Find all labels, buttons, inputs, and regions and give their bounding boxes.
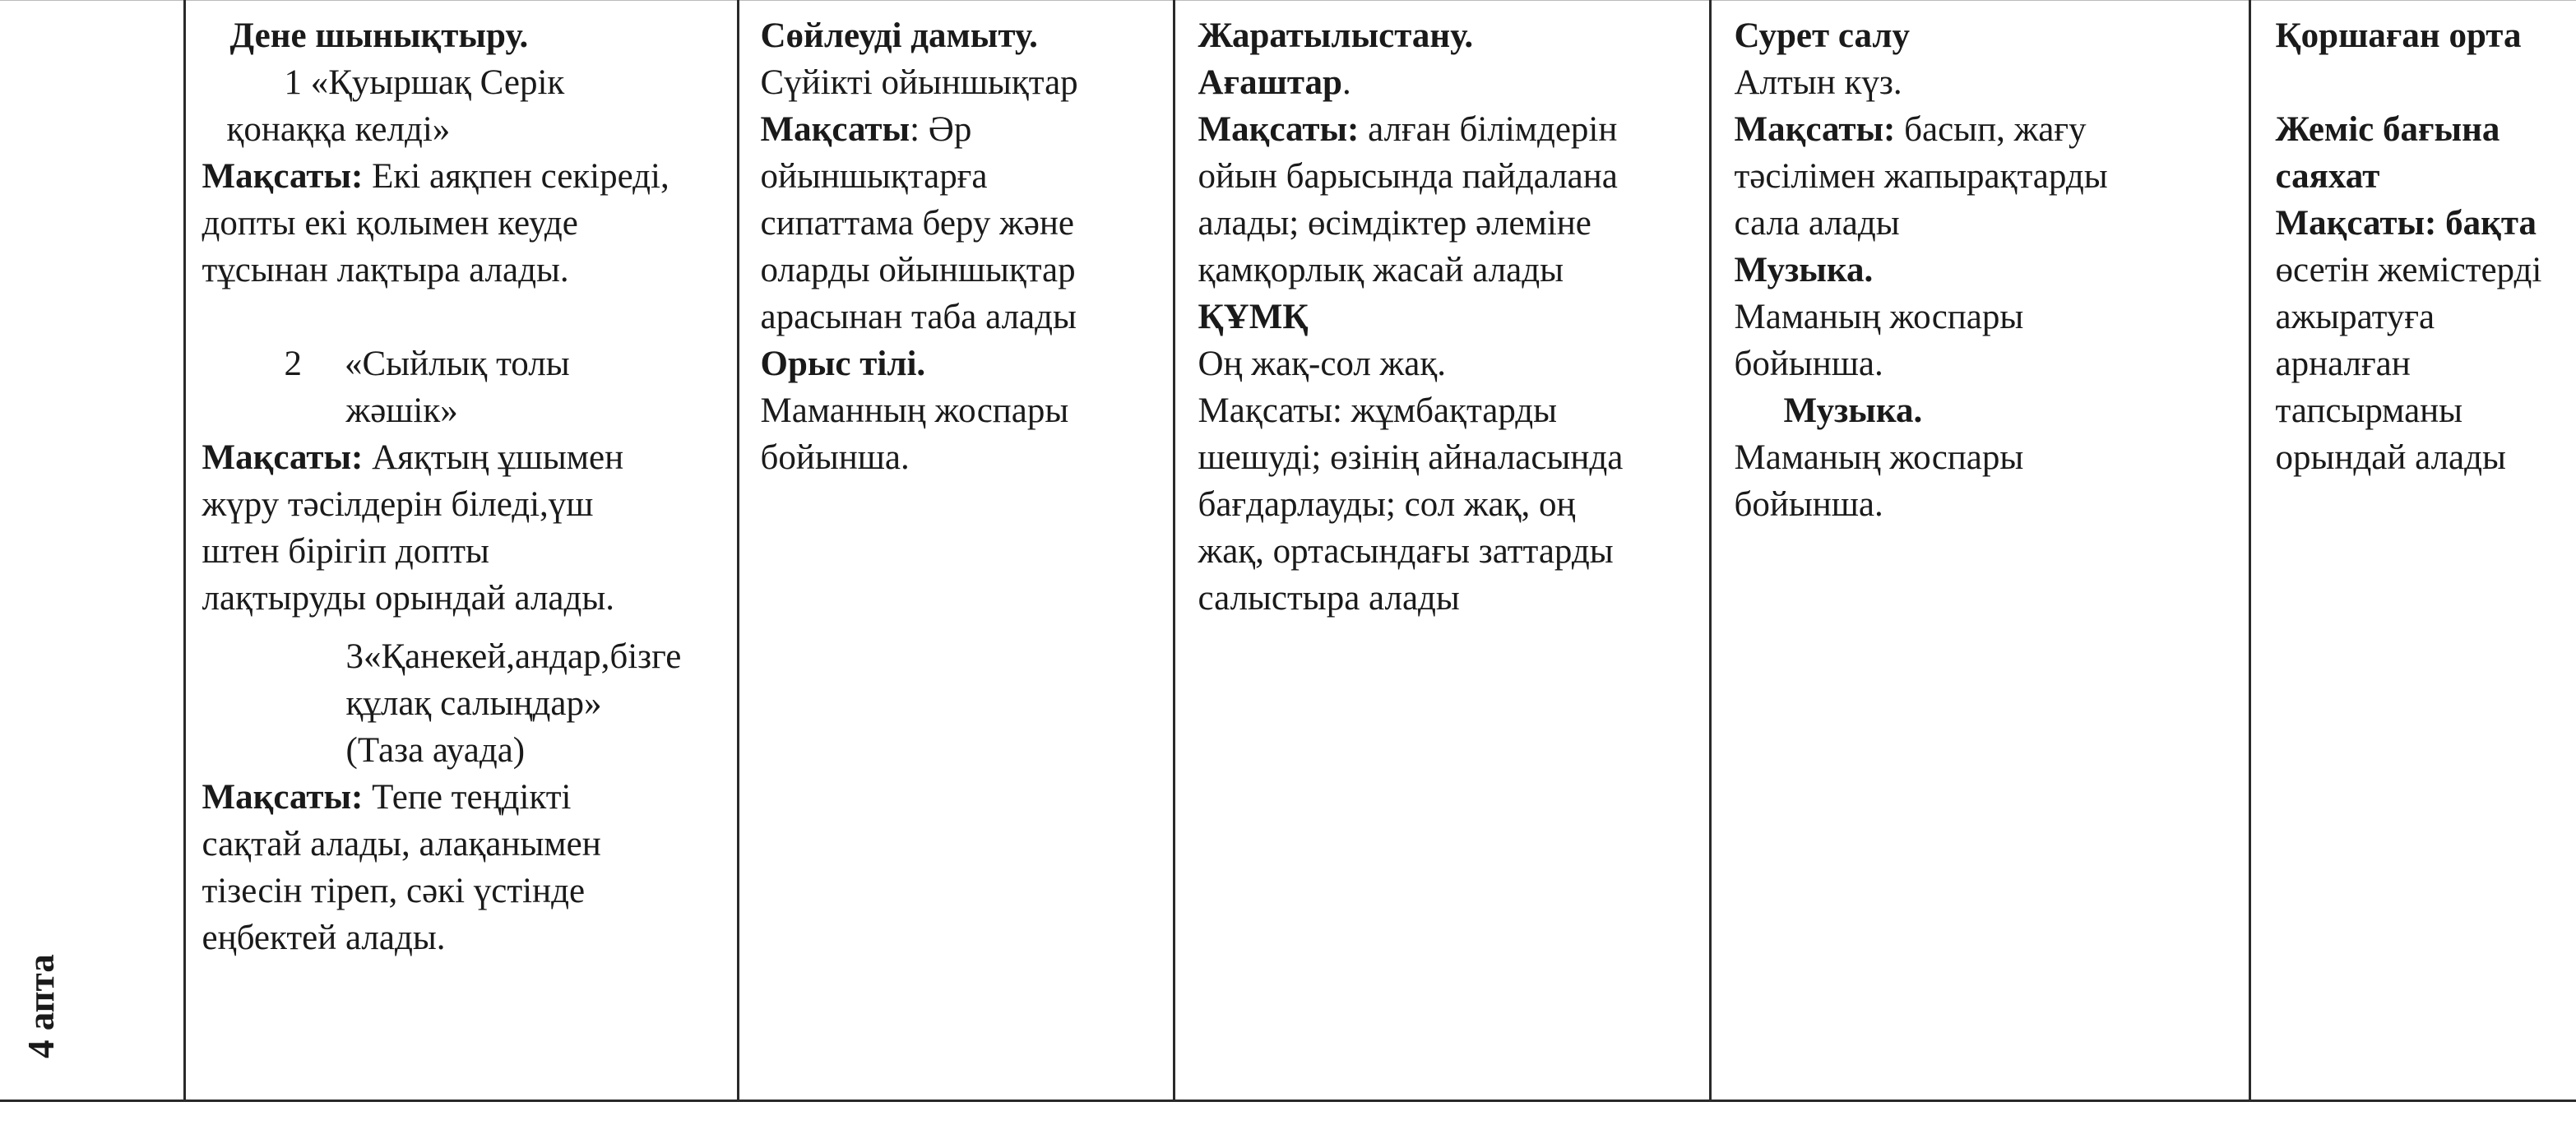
col1-item3-a: 3«Қанекей,андар,бізге — [345, 637, 682, 676]
col1-goal3-line4: еңбектей алады. — [202, 919, 446, 957]
col1-goal2-label: Мақсаты: — [202, 438, 364, 477]
col4-music1-line2: бойынша. — [1734, 345, 1883, 383]
col1-item3-c: (Таза ауада) — [345, 731, 526, 770]
col2-goal-line5: арасынан таба алады — [760, 298, 1077, 336]
col5-topic-line2: саяхат — [2275, 157, 2380, 196]
week-row — [0, 1, 2576, 1101]
col2-title: Сөйлеуді дамыту. — [760, 16, 1038, 55]
cell-speech-development — [738, 1, 1174, 1101]
col1-goal1-line1 — [202, 153, 729, 200]
col4-music1-title: Музыка. — [1734, 251, 1874, 289]
col1-goal3-line3: тізесін тіреп, сәкі үстінде — [202, 872, 586, 910]
col5-goal-line4: арналған — [2275, 345, 2411, 383]
col2-goal-line4: оларды ойыншықтар — [760, 251, 1076, 289]
col4-title: Сурет салу — [1734, 16, 1910, 55]
col1-goal1-line3: тұсынан лақтыра алады. — [202, 251, 569, 289]
col4-music2-line1: Маманың жоспары — [1734, 438, 2024, 477]
cell-drawing — [1710, 1, 2249, 1101]
col3-subject2-topic: Оң жақ-сол жақ. — [1198, 345, 1446, 383]
col3-topic-line — [1198, 59, 1701, 106]
col1-goal2-line3: штен бірігіп допты — [202, 532, 489, 571]
col1-item3-b: құлақ салыңдар» — [345, 684, 602, 723]
col5-goal-line6: орындай алады — [2275, 438, 2506, 477]
col5-goal-first: бақта — [2445, 204, 2537, 243]
col5-goal-line1 — [2276, 200, 2576, 247]
col2-subject2-line2: бойынша. — [760, 438, 910, 477]
col1-goal2-line1 — [202, 434, 729, 481]
col1-goal2-text: Аяқтың ұшымен — [372, 438, 624, 477]
col1-title: Дене шынықтыру. — [229, 16, 529, 55]
col2-goal-label: Мақсаты — [760, 110, 910, 149]
col4-goal-line2: тәсілімен жапырақтарды — [1734, 157, 2108, 196]
col1-goal3-label: Мақсаты: — [202, 778, 364, 817]
week-cell — [0, 1, 184, 1101]
col5-title: Қоршаған орта — [2275, 16, 2522, 55]
col1-item1-b: қонаққа келді» — [226, 110, 451, 149]
col4-goal-label: Мақсаты: — [1734, 110, 1896, 149]
col1-goal3-line1 — [202, 774, 729, 821]
col5-goal-label: Мақсаты: — [2275, 204, 2437, 243]
cell-physical-education — [184, 1, 738, 1101]
col3-subject2-line2: шешуді; өзінің айналасында — [1198, 438, 1624, 477]
col3-subject2-line1: Мақсаты: жұмбақтарды — [1198, 391, 1558, 430]
col5-goal-line3: ажыратуға — [2275, 298, 2435, 336]
cell-environment — [2249, 1, 2576, 1101]
col3-goal-line1 — [1198, 106, 1701, 153]
col1-goal3-text: Тепе теңдікті — [372, 778, 572, 817]
cell-natural-science — [1174, 1, 1710, 1101]
col1-goal3-line2: сақтай алады, алақанымен — [202, 825, 601, 863]
col3-goal-text: алған білімдерін — [1368, 110, 1618, 149]
col3-goal-label: Мақсаты: — [1198, 110, 1360, 149]
col2-goal-line2: ойыншықтарға — [760, 157, 988, 196]
col5-topic-line1: Жеміс бағына — [2275, 110, 2500, 149]
week-label: 4 апта — [21, 954, 62, 1058]
col3-goal-line2: ойын барысында пайдалана — [1198, 157, 1618, 196]
col3-topic-dot: . — [1341, 63, 1351, 102]
col1-item2-num: 2 — [284, 345, 302, 383]
col4-music2-title: Музыка. — [1783, 391, 1923, 430]
col4-music2-line2: бойынша. — [1734, 485, 1883, 524]
col5-goal-line2: өсетін жемістерді — [2275, 251, 2542, 289]
col4-goal-line1 — [1735, 106, 2240, 153]
col1-item1-a: 1 «Қуыршақ Серік — [284, 63, 565, 102]
col1-item2-title: «Сыйлық толы — [345, 345, 570, 383]
col3-topic: Ағаштар — [1198, 63, 1342, 102]
col3-subject2-line3: бағдарлауды; сол жақ, оң — [1198, 485, 1576, 524]
col4-music1-line1: Маманың жоспары — [1734, 298, 2024, 336]
col3-subject2-line4: жақ, ортасындағы заттарды — [1198, 532, 1614, 571]
col2-goal-line3: сипаттама беру және — [760, 204, 1074, 243]
week-label-box — [18, 927, 65, 1058]
col1-goal1-text: Екі аяқпен секіреді, — [372, 157, 669, 196]
col4-topic: Алтын күз. — [1734, 63, 1902, 102]
col2-topic: Сүйікті ойыншықтар — [760, 63, 1078, 102]
col3-subject2-line5: салыстыра алады — [1198, 579, 1460, 618]
col1-item2-a — [202, 340, 729, 387]
col5-spacer — [2276, 59, 2576, 106]
col1-item2-b: жәшік» — [345, 391, 458, 430]
col2-goal-line1 — [761, 106, 1165, 153]
col5-goal-line5: тапсырманы — [2275, 391, 2463, 430]
col1-goal2-line4: лақтыруды орындай алады. — [202, 579, 615, 618]
col4-goal-text: басып, жағу — [1904, 110, 2087, 149]
col1-goal2-line2: жүру тәсілдерін біледі,үш — [202, 485, 594, 524]
col2-goal-text: : Әр — [910, 110, 972, 149]
col2-subject2-line1: Маманның жоспары — [760, 391, 1069, 430]
col3-goal-line4: қамқорлық жасай алады — [1198, 251, 1564, 289]
col3-subject2-title: ҚҰМҚ — [1198, 298, 1309, 336]
col2-subject2-title: Орыс тілі. — [760, 345, 926, 383]
col3-goal-line3: алады; өсімдіктер әлеміне — [1198, 204, 1591, 243]
col4-goal-line3: сала алады — [1734, 204, 1900, 243]
col1-goal1-line2: допты екі қолымен кеуде — [202, 204, 578, 243]
col1-goal1-label: Мақсаты: — [202, 157, 364, 196]
col3-title: Жаратылыстану. — [1198, 16, 1474, 55]
